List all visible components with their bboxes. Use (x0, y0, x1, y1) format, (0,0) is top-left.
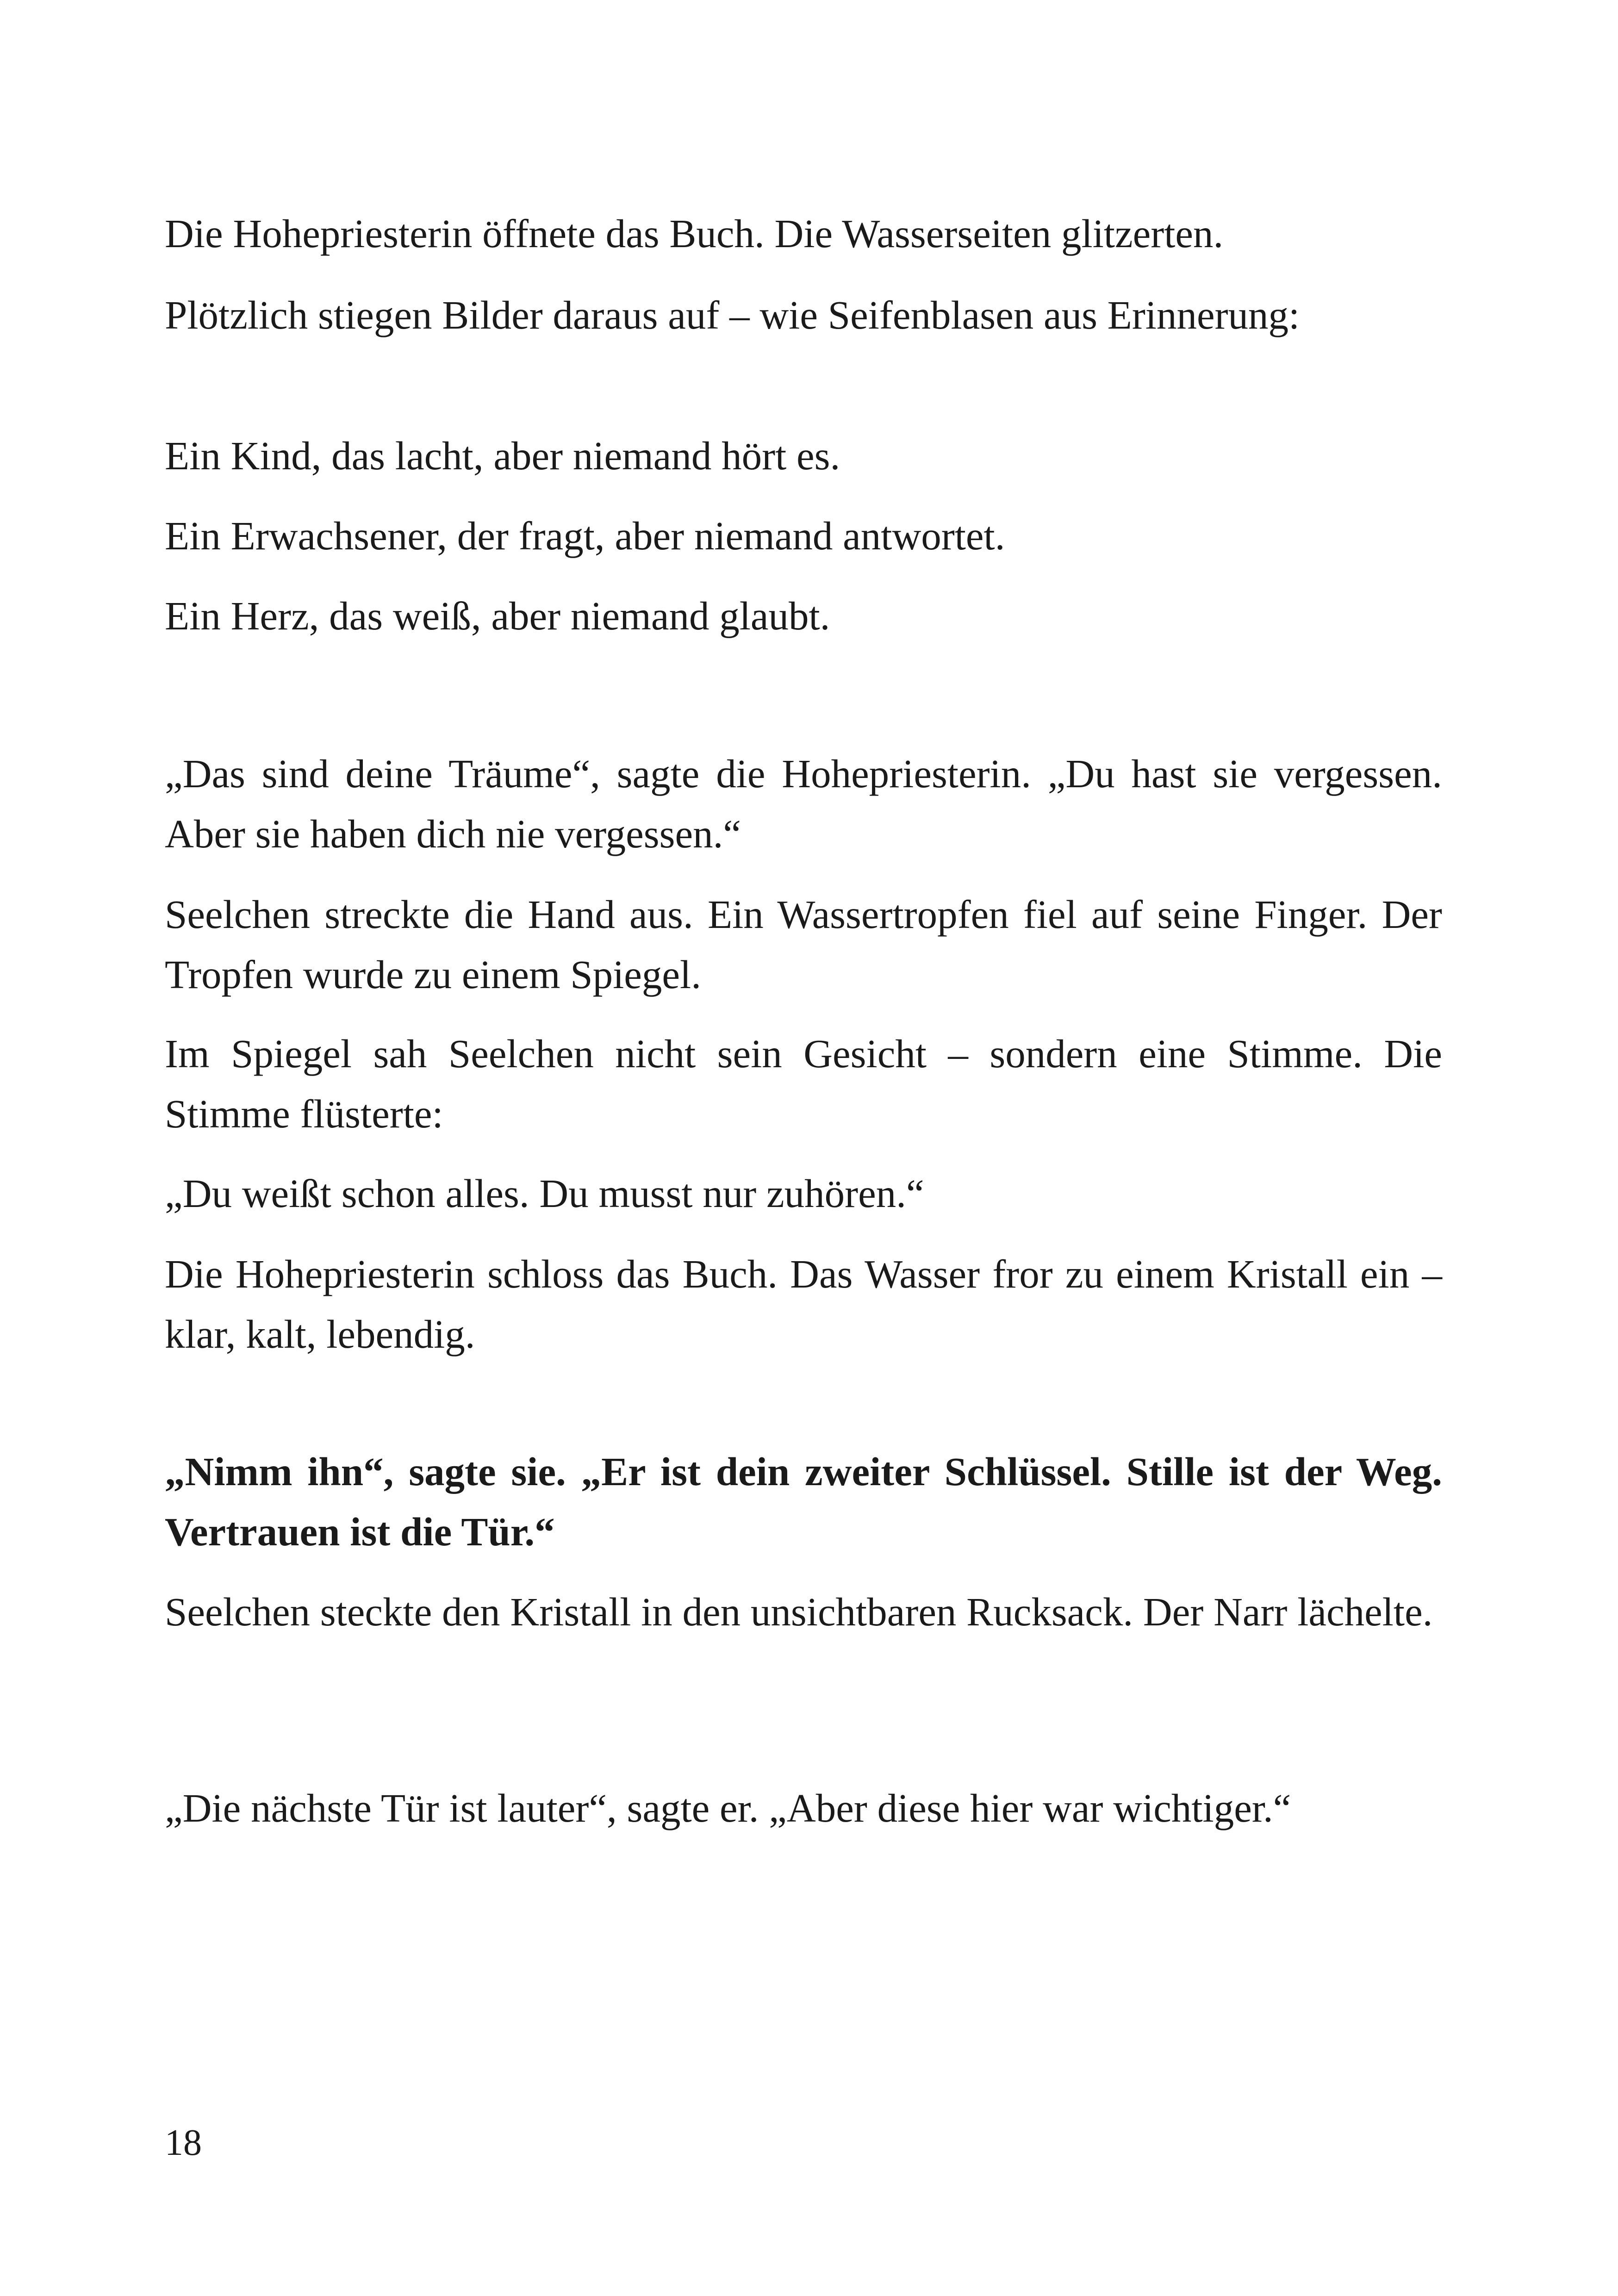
paragraph-1: Die Hohepriesterin öffnete das Buch. Die Wasserseiten glitzerten. (165, 211, 1224, 256)
paragraph-3: Ein Kind, das lacht, aber niemand hört es. (165, 433, 840, 478)
paragraph-7: Seelchen streckte die Hand aus. Ein Wassertropfen fiel auf seine Finger. Der Tropfen wurde zu einem Spiegel. (165, 892, 1442, 997)
paragraph-10: Die Hohepriesterin schloss das Buch. Das Wasser fror zu einem Kristall ein – klar, kalt, lebendig. (165, 1251, 1442, 1356)
paragraph-12: Seelchen steckte den Kristall in den unsichtbaren Rucksack. Der Narr lächelte. (165, 1589, 1433, 1634)
paragraph-8: Im Spiegel sah Seelchen nicht sein Gesicht – sondern eine Stimme. Die Stimme flüsterte: (165, 1031, 1442, 1136)
paragraph-4: Ein Erwachsener, der fragt, aber niemand antwortet. (165, 513, 1005, 558)
paragraph-5: Ein Herz, das weiß, aber niemand glaubt. (165, 593, 830, 638)
paragraph-9: „Du weißt schon alles. Du musst nur zuhören.“ (165, 1171, 924, 1216)
paragraph-13: „Die nächste Tür ist lauter“, sagte er. „Aber diese hier war wichtiger.“ (165, 1786, 1291, 1830)
paragraph-2: Plötzlich stiegen Bilder daraus auf – wie Seifenblasen aus Erinnerung: (165, 292, 1300, 337)
paragraph-6: „Das sind deine Träume“, sagte die Hohepriesterin. „Du hast sie vergessen. Aber sie haben dich nie vergessen.“ (165, 751, 1442, 856)
paragraph-11-bold: „Nimm ihn“, sagte sie. „Er ist dein zweiter Schlüssel. Stille ist der Weg. Vertrauen ist die Tür.“ (165, 1449, 1442, 1554)
page-number: 18 (165, 2122, 202, 2163)
